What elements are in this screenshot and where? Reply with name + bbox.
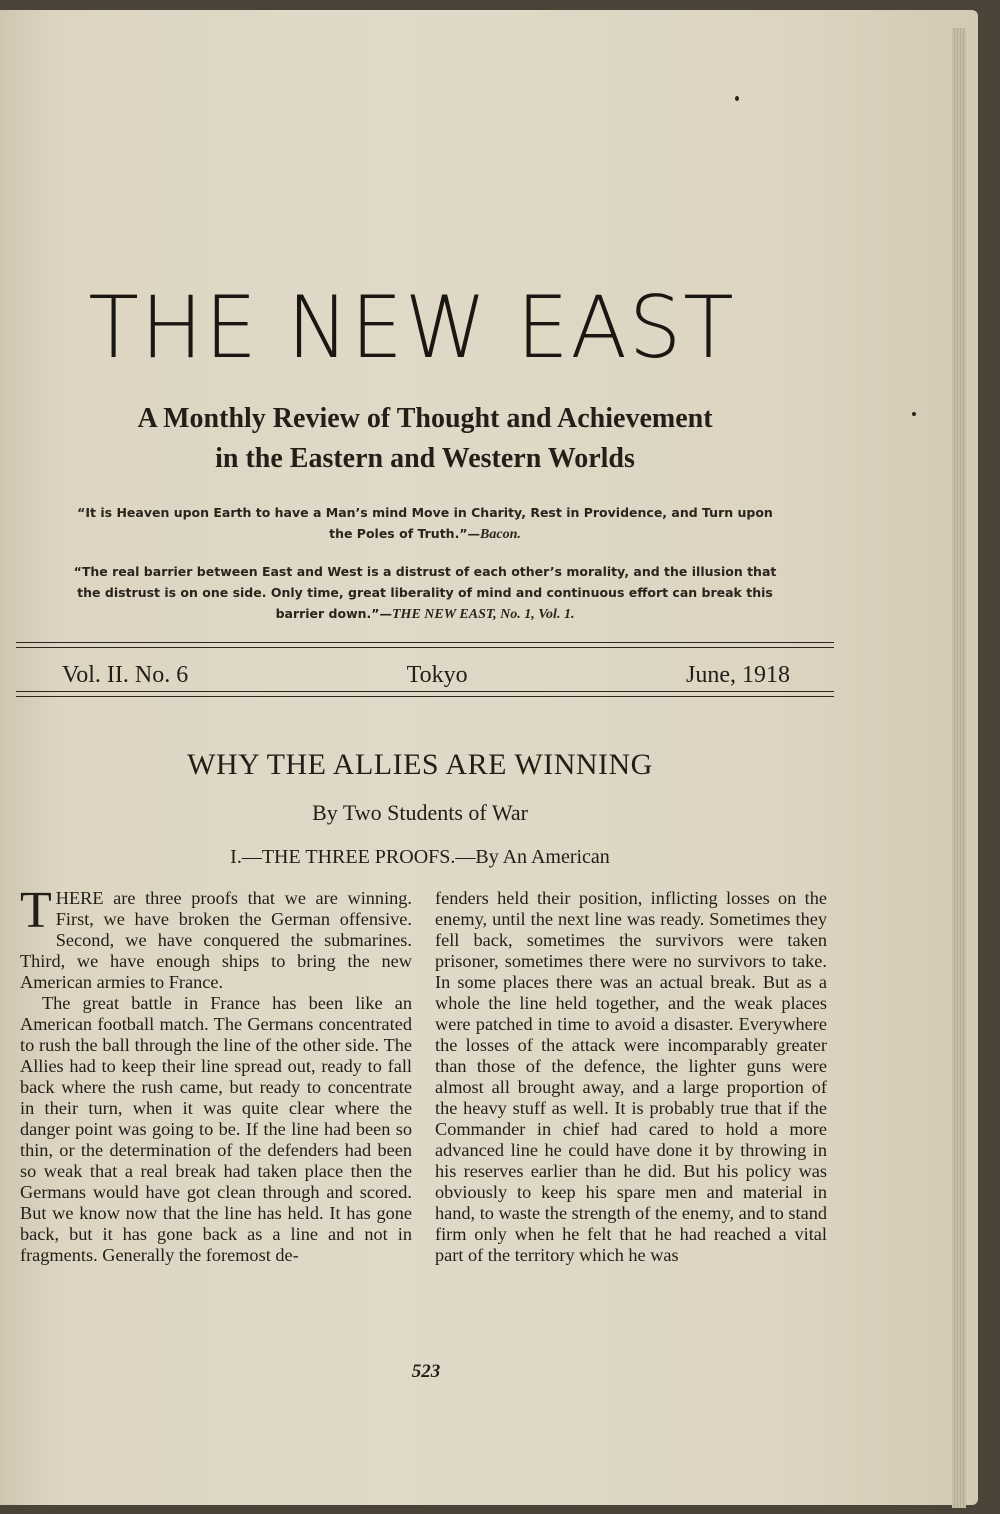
masthead-title: THE NEW EAST xyxy=(88,278,736,378)
divider-bottom-2 xyxy=(16,696,834,697)
masthead-subtitle-line2: in the Eastern and Western Worlds xyxy=(215,443,635,474)
paper-speck xyxy=(912,412,916,416)
divider-bottom xyxy=(16,691,834,692)
epigraph-source: Bacon. xyxy=(480,527,521,542)
masthead-subtitle-line1: A Monthly Review of Thought and Achievement xyxy=(137,403,713,434)
article-title: WHY THE ALLIES ARE WINNING xyxy=(187,748,653,781)
issue-date: June, 1918 xyxy=(686,662,790,688)
column-left xyxy=(20,882,412,1266)
paragraph: The great battle in France has been like an American football match. The Germans concentrated to rush the ball through the line of the other side. The Allies had to keep their line spread out, ready to fall back where the rush came, but ready to concentrate in their turn, when it was quite clear where the danger point was going to be. If the line had been so thin, or the determination of the defenders had been so weak that a real break had taken place then the Germans would have got clean through and scored. But we know now that the line has held. It has gone back, but it has gone back as a line and not in fragments. Generally the foremost de- xyxy=(20,993,412,1265)
epigraph-bacon xyxy=(70,502,780,545)
issue-info-row xyxy=(62,662,790,689)
paragraph xyxy=(20,882,412,993)
paragraph: fenders held their position, inflicting losses on the enemy, until the next line was ready. Sometimes they fell back, sometimes the survivors were taken prisoner, sometimes there were no survivors to take. In some places there was an actual break. But as a whole the line held together, and the weak places were patched in time to avoid a disaster. Everywhere the losses of the attack were incomparably greater than those of the defence, the lighter guns were almost all brought away, and a large proportion of the heavy stuff as well. It is probably true that if the Commander in chief had cared to hold a more advanced line he could have done it by throwing in his reserves earlier than he did. But his policy was obviously to keep his spare men and material in hand, to waste the strength of the enemy, and to stand firm only when he felt that he had reached a vital part of the territory which he was xyxy=(435,888,827,1265)
epigraph-new-east xyxy=(70,561,780,625)
paper-speck xyxy=(735,96,739,101)
divider-top xyxy=(16,642,834,643)
epigraph-text: “The real barrier between East and West is a distrust of each other’s morality, and the illusion that the distrust is on one side. Only time, great liberality of mind and continuous effort can break this barrier down.”— xyxy=(73,564,777,621)
section-heading: I.—THE THREE PROOFS.—By An American xyxy=(230,846,610,868)
issue-volume: Vol. II. No. 6 xyxy=(62,662,189,688)
page-edge xyxy=(952,28,966,1508)
column-right xyxy=(435,888,827,1266)
paragraph-text: HERE are three proofs that we are winning. First, we have broken the German offensive. Second, we have conquered the submarines. Third, we have enough ships to bring the new American armies to France. xyxy=(20,888,412,992)
magazine-page xyxy=(0,10,978,1505)
issue-place: Tokyo xyxy=(406,662,468,688)
article-byline: By Two Students of War xyxy=(312,800,528,825)
drop-cap: T xyxy=(20,882,52,939)
epigraph-source: THE NEW EAST, No. 1, Vol. 1. xyxy=(392,607,575,622)
divider-top-2 xyxy=(16,647,834,648)
page-number: 523 xyxy=(411,1361,441,1382)
epigraph-text: “It is Heaven upon Earth to have a Man’s mind Move in Charity, Rest in Providence, and Turn upon the Poles of Truth.”— xyxy=(77,505,773,541)
